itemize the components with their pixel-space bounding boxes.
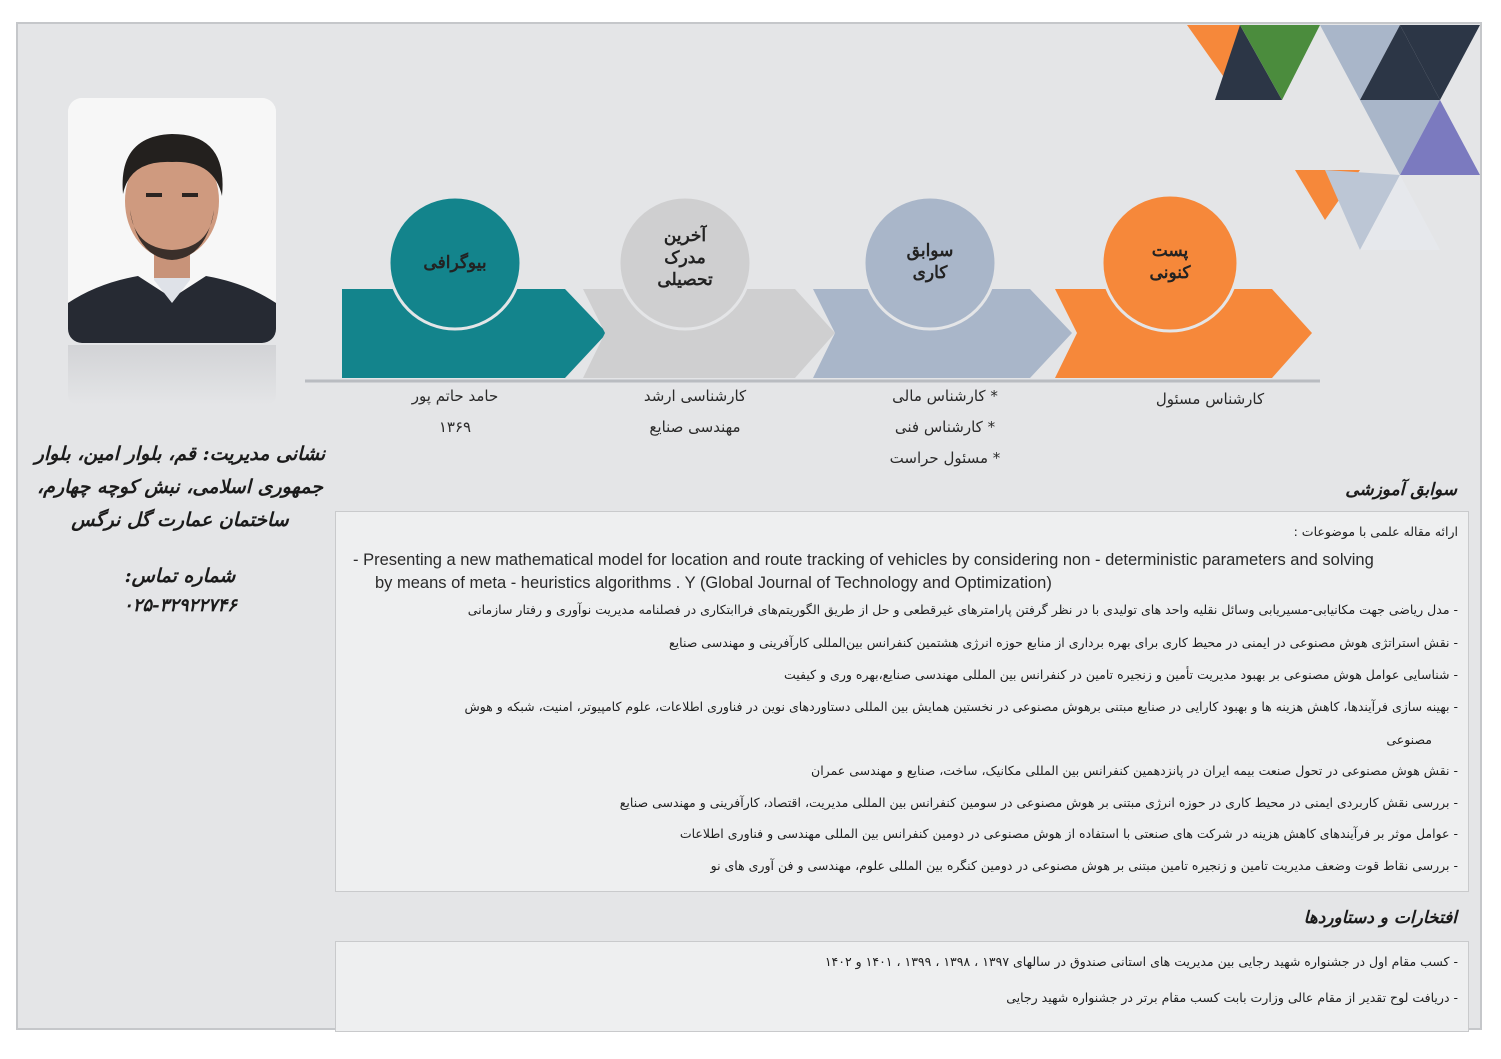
- education-item: - نقش هوش مصنوعی در تحول صنعت بیمه ایران در پانزدهمین کنفرانس بین المللی مکانیک، ساخت، صنایع و مهندسی عمران: [811, 763, 1458, 778]
- step-value-biography: حامد حاتم پور ۱۳۶۹: [411, 387, 499, 436]
- step-value-experience: * کارشناس مالی * کارشناس فنی * مسئول حراست: [889, 387, 1001, 467]
- achievements-title: افتخارات و دستاوردها: [1303, 908, 1457, 928]
- education-english-2: by means of meta - heuristics algorithms . Y (Global Journal of Technology and Optimization): [375, 574, 1052, 592]
- education-item: - بررسی نقاط قوت وضعف مدیریت تامین و زنجیره تامین مبتنی بر هوش مصنوعی در دومین کنگره بین المللی علوم، مهندسی و فن آوری های نو: [710, 858, 1458, 873]
- achievement-item: - دریافت لوح تقدیر از مقام عالی وزارت بابت کسب مقام برتر در جشنواره شهید رجایی: [1006, 990, 1458, 1005]
- step-title-position: پست کنونی: [1149, 241, 1191, 283]
- contact-phone: ۰۲۵-۳۲۹۲۲۷۴۶: [123, 595, 237, 616]
- education-item: - مدل ریاضی جهت مکانیابی-مسیریابی وسائل نقلیه واحد های تولیدی با در نظر گرفتن پارامترهای غیرقطعی و حل از طریق الگوریتم‌های فراابتکاری در فصلنامه مدیریت نوآوری و رفتار سازمانی: [467, 602, 1458, 617]
- education-item: - عوامل موثر بر فرآیندهای کاهش هزینه در شرکت های صنعتی با استفاده از هوش مصنوعی در دومین کنفرانس بین المللی مهندسی و فناوری اطلاعات: [679, 826, 1458, 841]
- education-item: - بهینه سازی فرآیندها، کاهش هزینه ها و بهبود کارایی در صنایع مبتنی برهوش مصنوعی در نخستین همایش بین المللی دستاوردهای نوین در فناوری اطلاعات، علوم کامپیوتر، امنیت، شبکه و هوش: [464, 699, 1458, 714]
- education-item: - بررسی نقش کاربردی ایمنی در محیط کاری در حوزه انرژی مبتنی بر هوش مصنوعی در سومین کنفرانس بین المللی مدیریت، اقتصاد، کارآفرینی و مهندسی صنایع: [619, 795, 1458, 810]
- education-item: - شناسایی عوامل هوش مصنوعی بر بهبود مدیریت تأمین و زنجیره تامین در کنفرانس بین المللی مهندسی صنایع،بهره وری و کیفیت: [783, 667, 1458, 682]
- education-item: مصنوعی: [1386, 732, 1432, 747]
- step-title-degree: آخرین مدرک تحصیلی: [657, 226, 713, 290]
- address-text: نشانی مدیریت: قم، بلوار امین، بلوار جمهوری اسلامی، نبش کوچه چهارم، ساختمان عمارت گل نرگس: [34, 443, 326, 531]
- profile-photo: [68, 98, 276, 343]
- person-icon: [68, 98, 276, 343]
- education-item: - نقش استراتژی هوش مصنوعی در ایمنی در محیط کاری برای بهره برداری از منابع حوزه انرژی هشتمین کنفرانس بین‌المللی کارآفرینی و مهندسی صنایع: [669, 635, 1458, 650]
- education-title: سوابق آموزشی: [1345, 480, 1457, 500]
- step-title-biography: بیوگرافی: [423, 253, 487, 273]
- step-title-experience: سوابق کاری: [906, 241, 954, 283]
- education-intro: ارائه مقاله علمی با موضوعات :: [1293, 524, 1458, 539]
- triangle-decoration: [1187, 25, 1480, 250]
- achievements-box: [335, 941, 1469, 1032]
- contact-label: شماره تماس:: [124, 565, 236, 587]
- step-value-position: کارشناس مسئول: [1155, 390, 1265, 408]
- education-english-1: - Presenting a new mathematical model for location and route tracking of vehicles by considering non - deterministic parameters and solving: [353, 551, 1374, 569]
- step-value-degree: کارشناسی ارشد مهندسی صنایع: [643, 387, 747, 436]
- achievement-item: - کسب مقام اول در جشنواره شهید رجایی بین مدیریت های استانی صندوق در سالهای ۱۳۹۷ ، ۱۳۹۸ ، ۱۳۹۹ ، ۱۴۰۱ و ۱۴۰۲: [824, 954, 1458, 969]
- photo-reflection: [68, 345, 276, 405]
- education-box: [335, 511, 1469, 892]
